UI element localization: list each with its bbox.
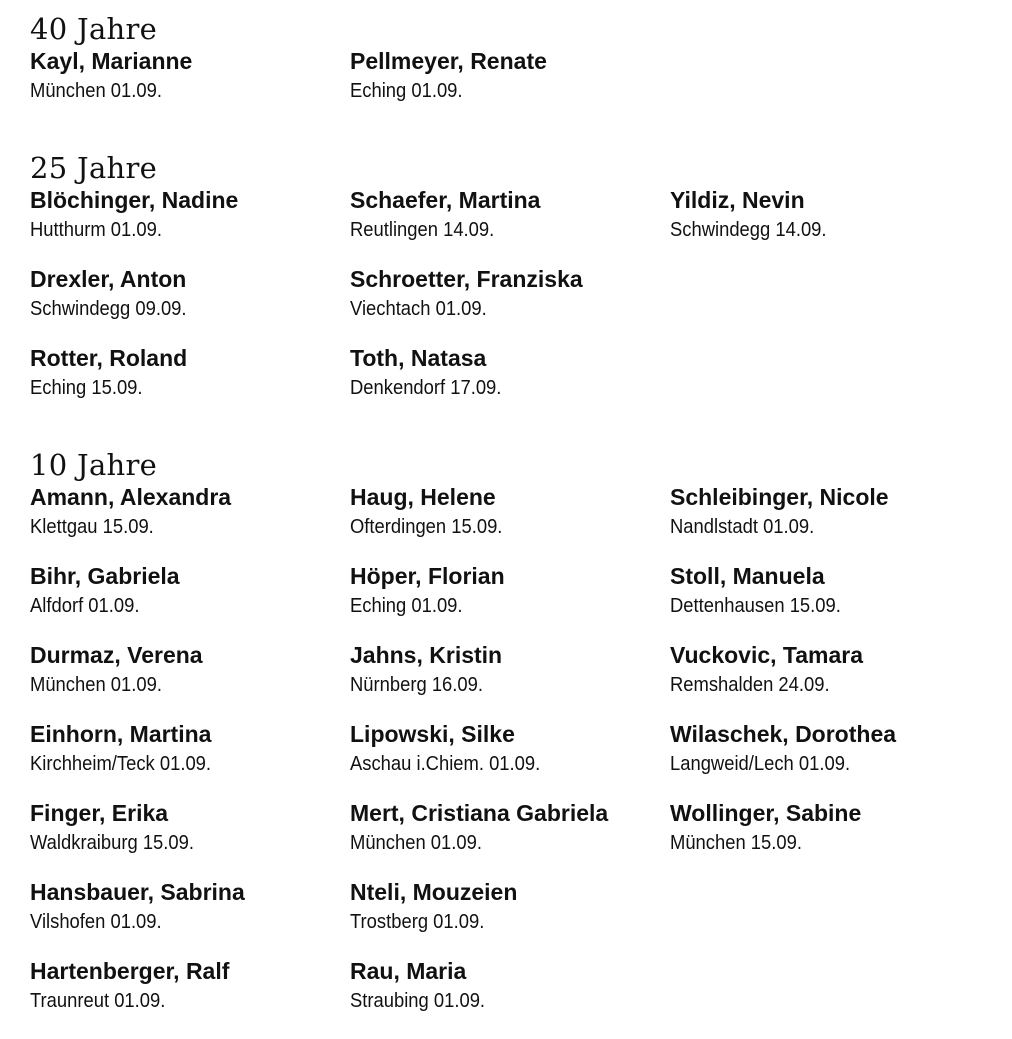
person-name: Yildiz, Nevin	[670, 187, 805, 213]
list-item	[30, 482, 350, 561]
entries-column	[670, 482, 990, 877]
location-date: Viechtach 01.09.	[350, 298, 487, 320]
list-item	[30, 798, 350, 877]
list-item	[350, 46, 670, 125]
person-name: Vuckovic, Tamara	[670, 642, 864, 668]
location-date: Vilshofen 01.09.	[30, 911, 162, 933]
list-item	[350, 798, 670, 877]
location-date: Ofterdingen 15.09.	[350, 516, 503, 538]
location-date: Eching 15.09.	[30, 377, 143, 399]
list-item	[30, 719, 350, 798]
person-name: Pellmeyer, Renate	[350, 48, 547, 74]
location-date: Nandlstadt 01.09.	[670, 516, 815, 538]
section-40-jahre	[30, 12, 990, 125]
list-item	[30, 185, 350, 264]
list-item	[350, 343, 670, 422]
entries-column	[30, 46, 350, 125]
entries-column	[350, 185, 670, 422]
person-name: Höper, Florian	[350, 563, 505, 589]
person-name: Toth, Natasa	[350, 345, 487, 371]
list-item	[350, 719, 670, 798]
list-item	[30, 640, 350, 719]
entries-column	[30, 185, 350, 422]
person-name: Stoll, Manuela	[670, 563, 825, 589]
location-date: Traunreut 01.09.	[30, 990, 166, 1012]
location-date: München 01.09.	[350, 832, 482, 854]
list-item	[350, 640, 670, 719]
location-date: Remshalden 24.09.	[670, 674, 830, 696]
list-item	[670, 561, 990, 640]
entries-column	[30, 482, 350, 1035]
location-date: Waldkraiburg 15.09.	[30, 832, 194, 854]
list-item	[30, 264, 350, 343]
location-date: Langweid/Lech 01.09.	[670, 753, 851, 775]
entries-grid	[30, 46, 990, 125]
person-name: Schleibinger, Nicole	[670, 484, 889, 510]
section-title: 25 Jahre	[30, 151, 158, 185]
entries-grid	[30, 185, 990, 422]
list-item	[670, 185, 990, 264]
list-item	[670, 482, 990, 561]
section-25-jahre	[30, 151, 990, 422]
person-name: Wilaschek, Dorothea	[670, 721, 897, 747]
person-name: Durmaz, Verena	[30, 642, 203, 668]
person-name: Finger, Erika	[30, 800, 169, 826]
person-name: Einhorn, Martina	[30, 721, 212, 747]
location-date: Klettgau 15.09.	[30, 516, 154, 538]
list-item	[30, 343, 350, 422]
location-date: München 01.09.	[30, 674, 162, 696]
person-name: Amann, Alexandra	[30, 484, 232, 510]
person-name: Schroetter, Franziska	[350, 266, 583, 292]
list-item	[30, 956, 350, 1035]
person-name: Nteli, Mouzeien	[350, 879, 518, 905]
person-name: Drexler, Anton	[30, 266, 187, 292]
location-date: Straubing 01.09.	[350, 990, 486, 1012]
entries-column	[350, 46, 670, 125]
list-item	[350, 264, 670, 343]
location-date: München 01.09.	[30, 80, 162, 102]
list-item	[350, 185, 670, 264]
person-name: Schaefer, Martina	[350, 187, 541, 213]
list-item	[30, 877, 350, 956]
list-item	[670, 798, 990, 877]
location-date: Schwindegg 14.09.	[670, 219, 827, 241]
person-name: Hansbauer, Sabrina	[30, 879, 245, 905]
location-date: München 15.09.	[670, 832, 802, 854]
list-item	[350, 956, 670, 1035]
person-name: Rotter, Roland	[30, 345, 188, 371]
location-date: Alfdorf 01.09.	[30, 595, 140, 617]
location-date: Eching 01.09.	[350, 80, 463, 102]
section-title: 40 Jahre	[30, 12, 158, 46]
person-name: Rau, Maria	[350, 958, 467, 984]
person-name: Haug, Helene	[350, 484, 496, 510]
location-date: Aschau i.Chiem. 01.09.	[350, 753, 541, 775]
person-name: Mert, Cristiana Gabriela	[350, 800, 609, 826]
list-item	[670, 719, 990, 798]
list-item	[350, 877, 670, 956]
person-name: Blöchinger, Nadine	[30, 187, 239, 213]
location-date: Reutlingen 14.09.	[350, 219, 495, 241]
location-date: Trostberg 01.09.	[350, 911, 485, 933]
location-date: Nürnberg 16.09.	[350, 674, 483, 696]
person-name: Kayl, Marianne	[30, 48, 193, 74]
list-item	[30, 46, 350, 125]
list-item	[350, 561, 670, 640]
entries-column	[350, 482, 670, 1035]
person-name: Jahns, Kristin	[350, 642, 503, 668]
list-item	[30, 561, 350, 640]
section-10-jahre	[30, 448, 990, 1035]
person-name: Wollinger, Sabine	[670, 800, 862, 826]
location-date: Denkendorf 17.09.	[350, 377, 502, 399]
person-name: Lipowski, Silke	[350, 721, 515, 747]
entries-column	[670, 185, 990, 264]
person-name: Hartenberger, Ralf	[30, 958, 230, 984]
section-title: 10 Jahre	[30, 448, 158, 482]
list-item	[350, 482, 670, 561]
location-date: Kirchheim/Teck 01.09.	[30, 753, 212, 775]
location-date: Dettenhausen 15.09.	[670, 595, 841, 617]
location-date: Schwindegg 09.09.	[30, 298, 187, 320]
location-date: Hutthurm 01.09.	[30, 219, 162, 241]
person-name: Bihr, Gabriela	[30, 563, 180, 589]
location-date: Eching 01.09.	[350, 595, 463, 617]
entries-grid	[30, 482, 990, 1035]
list-item	[670, 640, 990, 719]
